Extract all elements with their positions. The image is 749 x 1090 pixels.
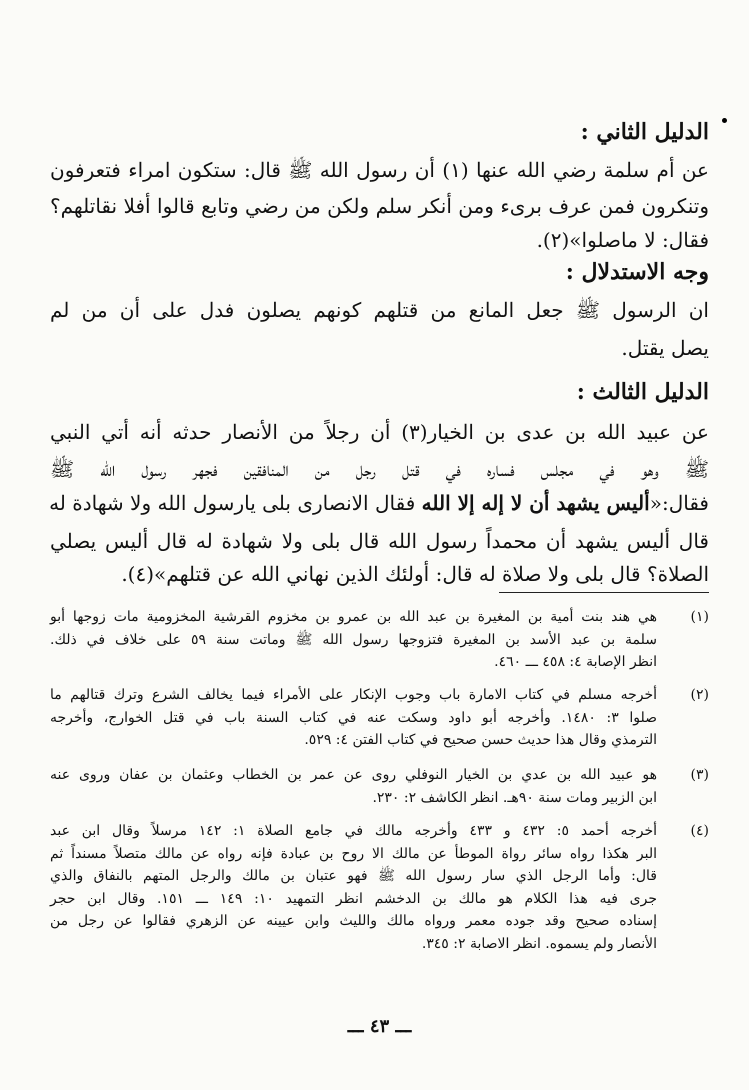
footnote-number: (١) bbox=[690, 609, 709, 625]
body-line: ان الرسول ﷺ جعل المانع من قتلهم كونهم يصلون فدل على أن من لم bbox=[50, 298, 709, 322]
footnote-line: أخرجه أحمد ٥: ٤٣٢ و ٤٣٣ وأخرجه مالك في جامع الصلاة ١: ١٤٢ مرسلاً وقال ابن عبد bbox=[50, 823, 658, 839]
book-page bbox=[50, 0, 709, 1090]
footnote-number: (٣) bbox=[690, 767, 709, 783]
body-line: وتنكرون فمن عرف برىء ومن أنكر سلم ولكن من رضي وتابع قالوا أفلا نقاتلهم؟ bbox=[50, 194, 710, 218]
body-line: ﷺ وهو في مجلس فساره في قتل رجل من المنافقين فجهر رسول الله ﷺ bbox=[50, 457, 709, 481]
footnote-number: (٢) bbox=[690, 687, 709, 703]
footnote-number: (٤) bbox=[690, 823, 709, 839]
body-line: قال أليس يشهد أن محمداً رسول الله قال بلى ولا شهادة له قال أليس يصلي bbox=[50, 529, 709, 553]
footnote-2 bbox=[50, 684, 709, 752]
footnote-line: إسناده صحيح وقد جوده معمر ورواه مالك والليث وابن عيينه عن الزهري فقالوا عن رجل من bbox=[50, 913, 657, 929]
footnote-line: سلمة بن عبد الأسد بن المغيرة فتزوجها رسول الله ﷺ وماتت سنة ٥٩ على خلاف في ذلك. bbox=[50, 631, 657, 648]
body-line: عن أم سلمة رضي الله عنها (١) أن رسول الله ﷺ قال: ستكون امراء فتعرفون bbox=[50, 158, 709, 182]
footnote-line: هي هند بنت أمية بن المغيرة بن عبد الله بن عمرو بن مخزوم القرشية المخزومية مات زوجها أبو bbox=[50, 609, 657, 625]
footnote-line: صلوا ٣: ١٤٨٠. وأخرجه أبو داود وسكت عنه في كتاب السنة باب في قتل الخوارج، وأخرجه bbox=[50, 709, 657, 726]
footnote-line: هو عبيد الله بن عدي بن الخيار النوفلي روى عن عمر بن الخطاب وعثمان بن عفان وروى عنه bbox=[50, 767, 657, 783]
footnote-line: جرى فيه هذا الكلام هو مالك بن الدخشم انظر التمهيد ١٠: ١٤٩ ـــ ١٥١. وقال ابن حجر bbox=[50, 890, 657, 907]
page-mark bbox=[722, 118, 727, 123]
footnote-line: أخرجه مسلم في كتاب الامارة باب وجوب الإنكار على الأمراء فيما يخالف الشرع وترك قتالهم ما bbox=[50, 687, 657, 703]
footnote-3 bbox=[50, 764, 709, 809]
body-line: يصل يقتل. bbox=[621, 336, 709, 360]
body-line: الصلاة؟ قال بلى ولا صلاة له قال: أولئك الذين نهاني الله عن قتلهم»(٤). bbox=[121, 562, 709, 586]
section3-heading: الدليل الثالث : bbox=[576, 379, 709, 405]
footnote-line: انظر الإصابة ٤: ٤٥٨ ـــ ٤٦٠. bbox=[494, 654, 657, 670]
footnote-1 bbox=[50, 606, 709, 674]
body-line: فقال: لا ماصلوا»(٢). bbox=[536, 228, 709, 252]
quote-open: فقال:« bbox=[649, 491, 709, 515]
inference-heading: وجه الاستدلال : bbox=[565, 259, 709, 285]
body-line bbox=[50, 488, 709, 518]
footnote-line: الأنصار ولم يسموه. انظر الاصابة ٢: ٣٤٥. bbox=[421, 935, 657, 952]
footnote-line: قال: وأما الرجل الذي سار رسول الله ﷺ فهو عتبان بن مالك والرجل المتهم بالنفاق والذي bbox=[50, 868, 657, 884]
emphasized-phrase: أليس يشهد أن لا إله إلا الله bbox=[421, 491, 650, 515]
footnote-line: الترمذي وقال هذا حديث حسن صحيح في كتاب الفتن ٤: ٥٢٩. bbox=[304, 732, 657, 748]
section2-heading: الدليل الثاني : bbox=[580, 119, 709, 145]
page-number: ـــ ٤٣ ـــ bbox=[347, 1016, 412, 1037]
body-line: عن عبيد الله بن عدى بن الخيار(٣) أن رجلاً من الأنصار حدثه أنه أتي النبي bbox=[50, 420, 709, 444]
quote-rest: فقال الانصارى بلى يارسول الله ولا شهادة له bbox=[49, 491, 422, 515]
footnote-line: ابن الزبير ومات سنة ٩٠هـ. انظر الكاشف ٢: ٢٣٠. bbox=[372, 789, 657, 806]
footnote-4 bbox=[50, 820, 709, 955]
footnote-line: البر هكذا رواه سائر رواة الموطأ عن مالك الا روح بن عبادة فإنه رواه عن مالك متصلاً مسنداً ثم bbox=[50, 845, 657, 862]
footnote-divider bbox=[499, 592, 709, 593]
